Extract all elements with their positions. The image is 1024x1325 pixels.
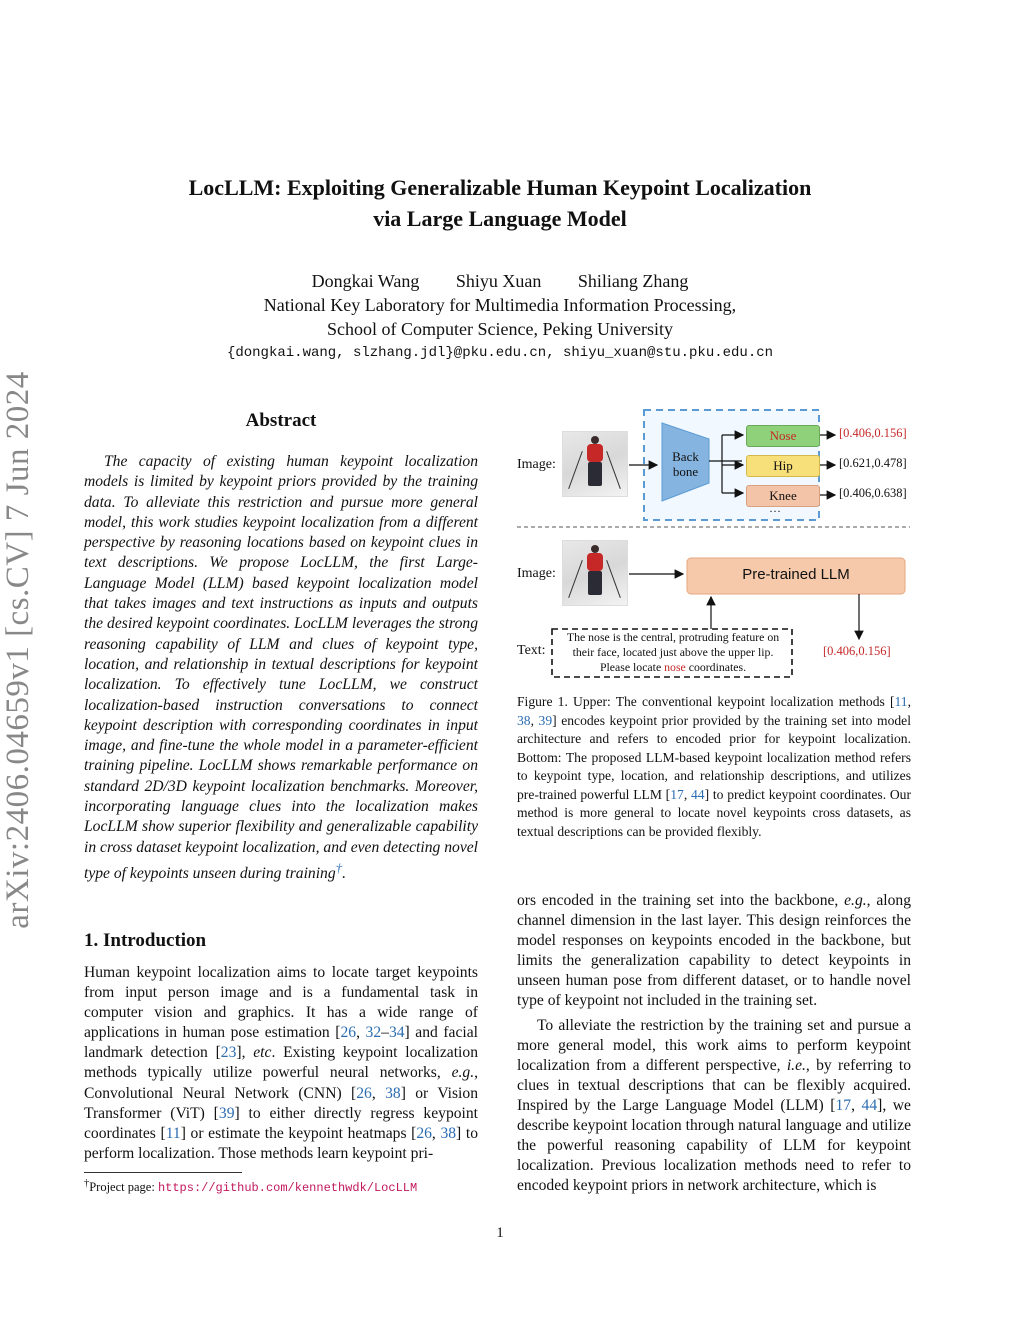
citation-link[interactable]: 11 [165, 1124, 181, 1142]
citation-link[interactable]: 26 [356, 1084, 372, 1102]
text-run: – [381, 1024, 389, 1042]
keypoint-knee [746, 485, 820, 507]
section-heading-introduction: 1. Introduction [84, 930, 207, 951]
abstract-text: The capacity of existing human keypoint localization models is limited by keypoint priors provided by the training data. To alleviate this restriction and pursue more general model, this work studies keypoint localization from a different perspective by reasoning locations based on keypoint clues in text descriptions. We propose LocLLM, the first Large-Language Model (LLM) based keypoint localization model that takes images and text instructions as inputs and outputs the desired keypoint coordinates. LocLLM leverages the strong reasoning capability of LLM and clues of keypoint type, location, and relationship in textual descriptions for keypoint localization. To effectively tune LocLLM, we construct localization-based instruction conversations to connect keypoint description with corresponding coordinates in input image, and fine-tune the whole model in a parameter-efficient training pipeline. LocLLM shows remarkable performance on standard 2D/3D keypoint localization benchmarks. Moreover, incorporating language clues into the localization makes LocLLM show superior flexibility and generalizable capability in cross dataset keypoint localization, and even detecting novel type of keypoints unseen during training [84, 453, 478, 883]
text-run: ] or estimate the keypoint heatmaps [ [180, 1124, 417, 1142]
citation-link[interactable]: 11 [894, 694, 908, 709]
footnote [84, 1178, 417, 1195]
text-run: , by referring to clues in textual descriptions that can be flexibly acquired. Inspired by the Large Language Model (LLM) [ [517, 1056, 912, 1114]
arxiv-identifier: arXiv:2406.04659v1 [cs.CV] 7 Jun 2024 [0, 371, 36, 929]
image-label-upper: Image: [517, 457, 556, 472]
citation-link[interactable]: 39 [218, 1104, 235, 1122]
citation-link[interactable]: 32 [365, 1024, 382, 1042]
llm-label: Pre-trained LLM [742, 566, 850, 583]
text-run: ] to either directly regress keypoint coordinates [ [84, 1104, 478, 1142]
text-run: etc [253, 1044, 272, 1062]
keypoint-hip [746, 455, 820, 477]
footnote-rule [84, 1172, 242, 1173]
text-run: , along channel dimension in the last layer. This design reinforces the model responses on keypoints encoded in the backbone, but limits the generalization capability to detect keypoints in unseen human pose from different dataset, or to handle novel type of keypoint not included in the training set. [517, 892, 911, 1010]
title-line-2: via Large Language Model [373, 206, 627, 231]
text-run: To alleviate the restriction by the training set and pursue a more general model, this work aims to perform keypoint localization from a different perspective, [517, 1016, 911, 1074]
skier-image-upper [562, 431, 628, 497]
author: Dongkai Wang [311, 271, 420, 291]
text-run: ors encoded in the training set into the backbone, [517, 892, 845, 909]
text-run: , Convolutional Neural Network (CNN) [ [84, 1064, 478, 1102]
text-run: Figure 1. Upper: The conventional keypoint localization methods [ [517, 694, 895, 709]
affiliation-line-1: National Key Laboratory for Multimedia Information Processing, [263, 295, 737, 315]
author: Shiliang Zhang [577, 271, 689, 291]
text-run: ] to perform localization. Those methods learn keypoint pri- [84, 1124, 478, 1162]
text-run: , [356, 1024, 366, 1042]
text-label: Text: [517, 643, 546, 658]
coord-nose: [0.406,0.156] [839, 426, 907, 440]
text-run: ] and facial landmark detection [ [84, 1024, 478, 1062]
citation-link[interactable]: 17 [670, 786, 684, 802]
text-run: Human keypoint localization aims to locate target keypoints from input person image and is a fundamental task in computer vision and graphics. It has a wide range of applications in human pose estimation [ [84, 964, 478, 1042]
text-run: The nose is the central, protruding feature on their face, located just above the upper lip. Please locate [566, 630, 780, 674]
skier-image-lower [562, 540, 628, 606]
text-run: i.e. [786, 1056, 806, 1074]
backbone-label: Back bone [672, 449, 699, 479]
intro-paragraph [84, 963, 478, 1164]
citation-link[interactable]: 44 [861, 1096, 878, 1114]
affiliation-line-2: School of Computer Science, Peking University [327, 319, 673, 339]
ellipsis: … [769, 501, 781, 515]
keypoint-label: Nose [769, 428, 797, 443]
text-run: coordinates. [685, 660, 747, 674]
citation-link[interactable]: 38 [440, 1124, 457, 1142]
output-coord: [0.406,0.156] [823, 644, 891, 658]
abstract-heading: Abstract [245, 410, 317, 431]
figure-caption: Figure 1. Upper: The conventional keypoint localization methods [11, 38, 39] encodes keypoint prior provided by the training set into model architecture and refers to encoded prior for keypoint localization. Bottom: The proposed LLM-based keypoint localization method refers to keypoint type, location, and relationship descriptions, and utilizes pre-trained powerful LLM [17, 44] to predict keypoint coordinates. Our method is more general to locate novel keypoints cross datasets, as textual descriptions can be provided flexibly. [517, 694, 912, 839]
citation-link[interactable]: 39 [538, 712, 553, 728]
coord-hip: [0.621,0.478] [839, 456, 907, 470]
highlighted-keypoint: nose [664, 660, 686, 674]
text-description [557, 630, 789, 675]
text-run: , [371, 1084, 386, 1102]
citation-link[interactable]: 38 [517, 712, 531, 728]
keypoint-nose [746, 425, 820, 447]
citation-link[interactable]: 26 [416, 1124, 432, 1142]
text-run: , [431, 1124, 441, 1142]
author-emails: {dongkai.wang, slzhang.jdl}@pku.edu.cn, shiyu_xuan@stu.pku.edu.cn [226, 345, 774, 361]
footnote-marker[interactable]: † [335, 859, 343, 875]
paper-title [0, 172, 1000, 234]
citation-link[interactable]: 23 [220, 1044, 237, 1062]
title-line-1: LocLLM: Exploiting Generalizable Human Keypoint Localization [188, 175, 812, 200]
citation-link[interactable]: 26 [340, 1024, 357, 1042]
keypoint-label: Hip [773, 458, 793, 473]
abstract-body [84, 452, 478, 884]
text-run: ] or Vision Transformer (ViT) [ [84, 1084, 478, 1122]
figure-1 [517, 405, 917, 685]
text-run: e.g. [451, 1064, 475, 1082]
abstract-end: . [342, 865, 347, 883]
image-label-lower: Image: [517, 566, 556, 581]
citation-link[interactable]: 44 [690, 786, 705, 802]
citation-link[interactable]: 34 [388, 1024, 405, 1042]
page-number: 1 [496, 1225, 504, 1241]
citation-link[interactable]: 38 [385, 1084, 401, 1102]
footnote-label: Project page: [89, 1180, 158, 1195]
text-run: e.g. [844, 892, 867, 909]
text-run: ], we describe keypoint location through natural language and utilize the powerful reasoning capability of LLM for keypoint localization. Previous localization methods need to refer to encoded keypoint priors in network architecture, which is [517, 1096, 911, 1195]
footnote-mark: † [84, 1178, 90, 1189]
text-run: . Existing keypoint localization methods typically utilize powerful neural networks, [84, 1044, 478, 1082]
author: Shiyu Xuan [455, 271, 542, 291]
author-list [0, 271, 1000, 292]
text-run: ] to predict keypoint coordinates. Our method is more general to locate novel keypoints cross datasets, as textual descriptions can be provided flexibly. [517, 786, 912, 839]
keypoint-label: Knee [769, 488, 797, 503]
project-page-link[interactable]: https://github.com/kennethwdk/LocLLM [157, 1181, 418, 1196]
citation-link[interactable]: 17 [835, 1096, 852, 1114]
coord-knee: [0.406,0.638] [839, 486, 907, 500]
text-run: ] encodes keypoint prior provided by the training set into model architecture and refers to encoded prior for keypoint localization. Bottom: The proposed LLM-based keypoint localization method refers to keypoint type, location, and relationship descriptions, and utilizes pre-trained powerful LLM [ [517, 712, 911, 802]
right-column-body: ors encoded in the training set into the backbone, e.g., along channel dimension in the last layer. This design reinforces the model responses on keypoints encoded in the backbone, but limits the generalization capability to detect keypoints in unseen human pose from different dataset, or to handle novel type of keypoint not included in the training set. To alleviate the restriction by the training set and pursue a more general model, this work aims to perform keypoint localization from a different perspective, i.e., by referring to clues in textual descriptions that can be flexibly acquired. Inspired by the Large Language Model (LLM) [17, 44], we describe keypoint location through natural language and utilize the powerful reasoning capability of LLM for keypoint localization. Previous localization methods need to refer to encoded keypoint priors in network architecture, which is [517, 892, 912, 1195]
text-run: ], [236, 1044, 254, 1062]
